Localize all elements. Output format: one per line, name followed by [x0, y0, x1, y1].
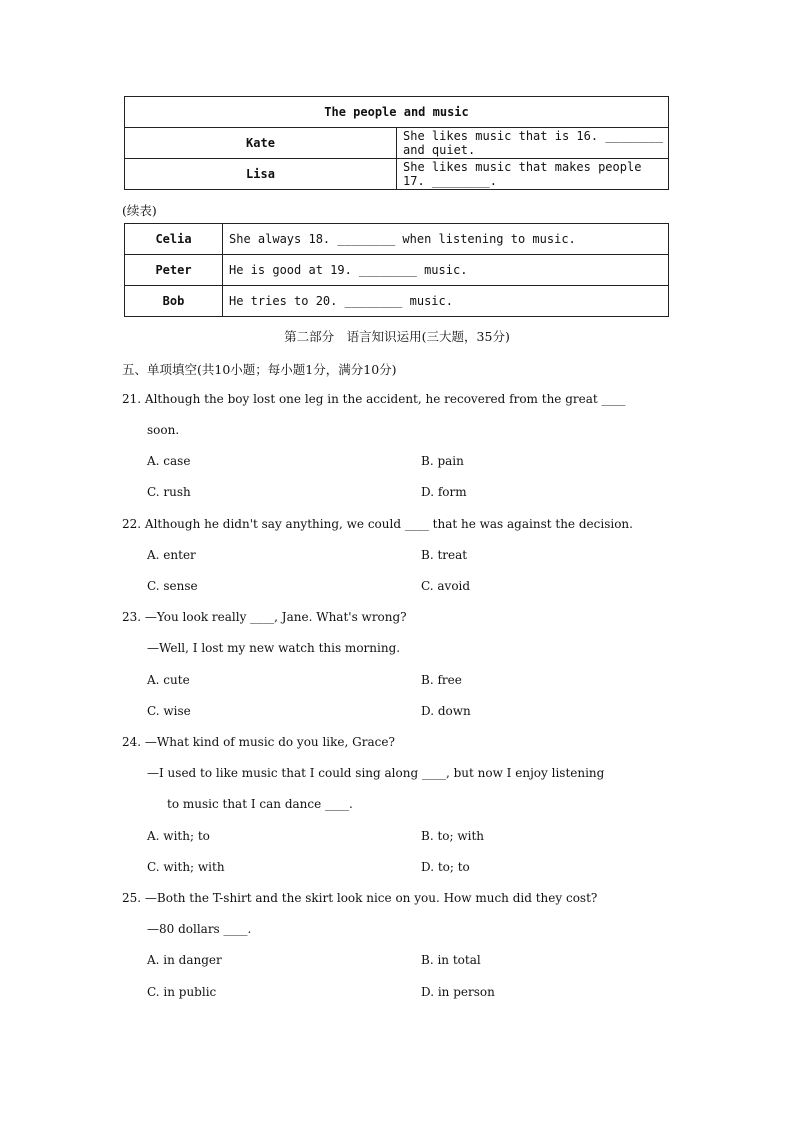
- continued-label: (续表): [122, 203, 157, 218]
- option-c: C. wise: [147, 704, 191, 718]
- person-name: Lisa: [125, 159, 397, 190]
- table-row: [125, 286, 669, 317]
- option-d: D. in person: [421, 985, 495, 999]
- option-a: A. case: [147, 454, 191, 468]
- option-c: C. in public: [147, 985, 217, 999]
- people-music-table: [124, 96, 669, 190]
- option-c: C. rush: [147, 485, 191, 499]
- question-22: 22. Although he didn't say anything, we could ____ that he was against the decision.: [122, 517, 633, 531]
- table-header: The people and music: [125, 97, 669, 128]
- question-23: 23. —You look really ____, Jane. What's wrong?: [122, 610, 407, 624]
- option-b: B. free: [421, 673, 462, 687]
- option-d: D. to; to: [421, 860, 470, 874]
- person-name: Peter: [125, 255, 223, 286]
- option-a: A. with; to: [147, 829, 210, 843]
- option-c: C. sense: [147, 579, 198, 593]
- people-music-table-continued: [124, 223, 669, 317]
- person-description: He is good at 19. ________ music.: [223, 255, 669, 286]
- question-24: 24. —What kind of music do you like, Grace?: [122, 735, 395, 749]
- question-25: 25. —Both the T-shirt and the skirt look nice on you. How much did they cost?: [122, 891, 598, 905]
- option-a: A. cute: [147, 673, 190, 687]
- person-description: She likes music that is 16. ________ and quiet.: [397, 128, 669, 159]
- person-name: Celia: [125, 224, 223, 255]
- option-d: C. avoid: [421, 579, 471, 593]
- option-b: B. to; with: [421, 829, 485, 843]
- part-title: 第二部分 语言知识运用(三大题，35分): [284, 329, 510, 344]
- person-description: He tries to 20. ________ music.: [223, 286, 669, 317]
- table-row: [125, 255, 669, 286]
- question-23-reply: —Well, I lost my new watch this morning.: [147, 641, 401, 655]
- person-name: Kate: [125, 128, 397, 159]
- option-b: B. in total: [421, 953, 481, 967]
- option-c: C. with; with: [147, 860, 225, 874]
- table-row: [125, 224, 669, 255]
- option-b: B. pain: [421, 454, 464, 468]
- option-d: D. form: [421, 485, 467, 499]
- table-row: [125, 128, 669, 159]
- question-21-continued: soon.: [147, 423, 180, 437]
- question-25-reply: —80 dollars ____.: [147, 922, 252, 936]
- section-title: 五、单项填空(共10小题；每小题1分，满分10分): [122, 362, 397, 377]
- option-a: A. enter: [147, 548, 196, 562]
- option-a: A. in danger: [147, 953, 222, 967]
- question-24-reply: —I used to like music that I could sing along ____, but now I enjoy listening: [147, 766, 605, 780]
- person-description: She likes music that makes people 17. ________.: [397, 159, 669, 190]
- table-row: [125, 159, 669, 190]
- option-b: B. treat: [421, 548, 468, 562]
- question-24-reply-continued: to music that I can dance ____.: [167, 797, 353, 811]
- question-21: 21. Although the boy lost one leg in the accident, he recovered from the great ____: [122, 392, 626, 406]
- person-name: Bob: [125, 286, 223, 317]
- option-d: D. down: [421, 704, 471, 718]
- person-description: She always 18. ________ when listening to music.: [223, 224, 669, 255]
